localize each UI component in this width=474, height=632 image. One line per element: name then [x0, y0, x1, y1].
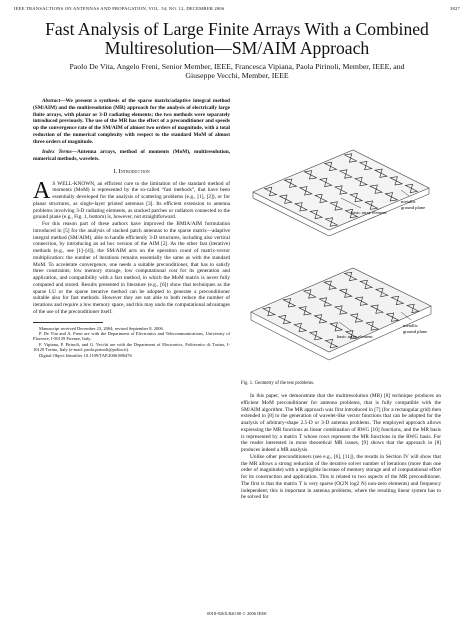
author-list [18, 62, 456, 80]
abstract [33, 98, 230, 145]
figure-1 [241, 100, 441, 382]
footnote-doi: Digital Object Identifier 10.1109/TAP.2006.886476 [39, 352, 132, 358]
right-column [241, 393, 441, 501]
running-header [14, 6, 460, 11]
footnote-affiliation-1: P. De Vita and A. Freni are with the Department of Electronics and Telecommunications, University of Florence, I-50139 Firenze, Italy. [33, 330, 230, 342]
figure-1-caption: Fig. 1. Geometry of the test problems. [241, 381, 315, 386]
footnote-affiliation-2: F. Vipiana, P. Pirinoli, and G. Vecchi are with the Department of Electronics, Politecnico di Torino, I-10129 Torino, Italy (e-mail: paola.pirinoli@polito.it). [33, 341, 230, 353]
copyright-footer: 0018-926X/$20.00 © 2006 IEEE [207, 611, 267, 616]
intro-paragraph-2: For this reason part of these authors have improved the BMIA/AIM formulation introduced in [5] for the analysis of stacked patch antennas to the sparse matrix—adaptive integral method (SM/AIM), able to handle efficiently 3-D structures, including also vertical connection, by introducing an ad hoc version of the AIM [2]. As the other fast (iterative) methods (e.g., see [1]–[4]), the SM/AIM acts on the operation count of matrix-vector multiplication: the number of iterations remains essentially the same as with the standard MoM. To accelerate convergence, one needs a suitable preconditioner, that has to satisfy three constraints; low memory storage, low computational cost for its generation and application, and compatibility with a fast method, in which the MoM matrix is never fully computed and stored. Results presented in literature (e.g., [6]) show that techniques as the sparse LU or the sparse iterative method can be adopted to generate a preconditioner suitable also for fast methods. However they are not able to both reduce the number of iterations and require a low memory space, and this may undo the computational advantages of the use of the preconditioner itself. [33, 221, 230, 315]
index-terms [33, 149, 230, 163]
bottom-element-label: basic array element [337, 334, 373, 339]
index-terms-label: Index Terms— [42, 149, 77, 156]
intro-paragraph-1-text: S WELL-KNOWN, an efficient cure to the limitation of the standard method of moments (MoM) is represented by the so-called “fast methods”, that have been essentially developed for the analysis of scattering problems (e.g., [1], [2]), or for planar structures, as single-layer printed antennas [3]. Its efficient extension to antenna problems involving 3-D radiating elements, as stacked patches or radiators connected to the ground plane (e.g., Fig. 1, bottom) is, however, not straightforward. [33, 180, 230, 221]
bottom-array-plot [251, 268, 431, 360]
top-plane-label-1: metallic [401, 199, 416, 204]
bottom-plane-label-2: ground plane [403, 329, 428, 334]
right-paragraph-2: Unlike other preconditioners (see e.g., [6], [11]), the results in Section IV will show that the MR allows a strong reduction of the iterative solver number of iterations (more than one order of magnitude) with a negligible increase of memory storage and of computational effort for its construction and application. This is related to two aspects of the MR preconditioner. The first is that the matrix T is very sparse (O(2N log2 N) non-zero elements) and frequency independent; this is important in antenna problems, where the resulting linear system has to be solved for [241, 453, 441, 501]
intro-paragraph-1 [33, 177, 230, 222]
top-plane-label-2: ground plane [401, 205, 426, 210]
drop-cap: A [33, 177, 51, 204]
index-terms-text: Antenna arrays, method of moments (MoM), multiresolution, numerical methods, wavelets. [33, 149, 230, 162]
footnote-received: Manuscript received December 23, 2004; revised September 8, 2006. [39, 325, 164, 331]
figure-1-graphic [241, 100, 441, 382]
page-number: 3827 [450, 6, 460, 11]
top-array-plot [253, 150, 429, 236]
right-paragraph-1: In this paper, we demonstrate that the multiresolution (MR) [8] technique produces an efficient MoM preconditioner for antenna problems, that is fully compatible with the SM/AIM algorithm. The MR approach was first introduced in [7] (for a rectangular grid) then extended in [8] to the generation of wavelet-like vector functions that can be adopted for the analysis of arbitrary-shape 2.5-D or 3-D antenna problems. The employed approach allows expressing the MR functions as linear combination of RWG [10] functions, and the MR basis is represented by a matrix T whose rows represent the MR functions in the RWG basis. For the reader interested in more theoretical MR issues, [9] shows that the approach in [8] produces indeed a MR analysis. [241, 393, 441, 453]
author-line-1: Paolo De Vita, Angelo Freni, Senior Member, IEEE, Francesca Vipiana, Paola Pirinoli, Member, IEEE, and [69, 62, 405, 71]
paper-title: Fast Analysis of Large Finite Arrays With a Combined Multiresolution—SM/AIM Approach [45, 19, 429, 58]
footnote-rule [33, 322, 103, 323]
bottom-plane-label-1: metallic [403, 323, 418, 328]
abstract-label: Abstract— [42, 98, 66, 104]
author-line-2: Giuseppe Vecchi, Member, IEEE [185, 71, 289, 81]
section-heading-introduction: I. Introduction [113, 167, 150, 175]
abstract-text: We present a synthesis of the sparse matrix/adaptive integral method (SM/AIM) and the multiresolution (MR) approach for the analysis of electrically large finite arrays, with planar or 3-D radiating elements; the two methods were separately introduced previously. The use of the MR has the effect of a preconditioner and speeds up the convergence rate of the SM/AIM of almost two orders of magnitude, with a total reduction of the numerical complexity with respect to the standard MoM of almost three orders of magnitude. [33, 98, 230, 145]
left-column [33, 98, 230, 358]
journal-header: IEEE TRANSACTIONS ON ANTENNAS AND PROPAGATION, VOL. 54, NO. 12, DECEMBER 2006 [14, 6, 225, 11]
top-element-label: basic array element [351, 210, 387, 215]
